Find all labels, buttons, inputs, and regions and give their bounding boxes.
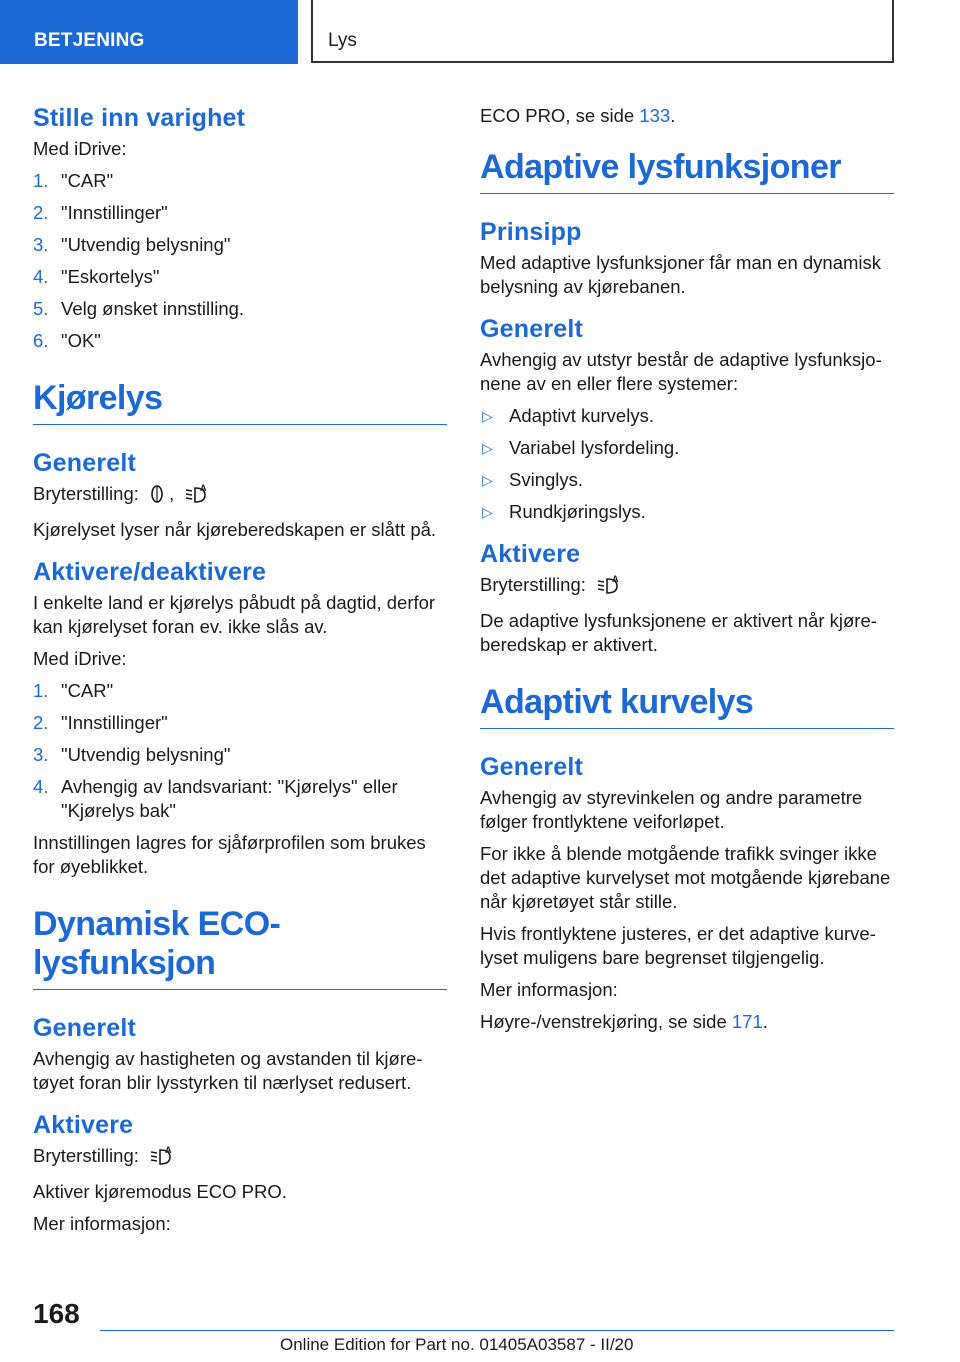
triangle-bullet-icon: ▷: [482, 504, 493, 520]
list-item: 1. "CAR": [33, 680, 114, 701]
mer-informasjon-label: Mer informasjon:: [480, 979, 618, 1000]
heading-aktivere-deaktivere: Aktivere/deaktivere: [33, 558, 267, 586]
bryterstilling-line: Bryterstilling: A: [33, 1144, 447, 1172]
page-number: 168: [33, 1298, 80, 1329]
section-tab: [0, 0, 298, 64]
eco-pro-reference: ECO PRO, se side 133.: [480, 105, 676, 126]
lagres-paragraph: Innstillingen lagres for sjåførprofilen som brukes for øyeblikket.: [33, 832, 426, 877]
triangle-bullet-icon: ▷: [482, 472, 493, 488]
list-item: ▷ Variabel lysfordeling.: [482, 437, 680, 458]
list-item: ▷ Adaptivt kurvelys.: [482, 405, 654, 426]
list-item: 2. "Innstillinger": [33, 202, 168, 223]
heading-prinsipp: Prinsipp: [480, 218, 582, 246]
heading-generelt: Generelt: [480, 753, 584, 781]
heading-aktivere: Aktivere: [480, 540, 581, 568]
steps-list-varighet: [33, 169, 447, 353]
bryterstilling-line: Bryterstilling: A: [480, 573, 894, 601]
svg-text:A: A: [165, 1145, 172, 1155]
aktivert-paragraph: De adaptive lysfunksjonene er aktivert når kjøreberedskap er aktivert.: [480, 610, 877, 655]
low-beam-auto-icon: [185, 482, 211, 510]
kjorelys-description: Kjørelyset lyser når kjøreberedskapen er slått på.: [33, 519, 437, 540]
list-item: 4. "Eskortelys": [33, 266, 160, 287]
list-item: 3. "Utvendig belysning": [33, 234, 231, 255]
low-beam-auto-icon: [597, 573, 623, 601]
svg-text:A: A: [200, 483, 207, 493]
justeres-paragraph: Hvis frontlyktene justeres, er det adaptive kurvelyset muligens bare begrenset tilgjengelig.: [480, 923, 876, 968]
heading-generelt: Generelt: [480, 315, 584, 343]
low-beam-auto-icon: [150, 1144, 176, 1172]
svg-text:A: A: [612, 574, 619, 584]
page-link-171[interactable]: 171: [731, 1011, 763, 1032]
section-label: BETJENING: [34, 30, 145, 51]
list-item: 6. "OK": [33, 330, 101, 351]
eco-paragraph: Avhengig av hastigheten og avstanden til kjøretøyet foran blir lysstyrken til nærlyset redusert.: [33, 1048, 423, 1093]
list-item: 2. "Innstillinger": [33, 712, 168, 733]
bryterstilling-line: Bryterstilling: , A: [33, 482, 447, 510]
list-item: ▷ Rundkjøringslys.: [482, 501, 646, 522]
footer-divider: [100, 1330, 894, 1331]
edition-footer: Online Edition for Part no. 01405A03587 - II/20: [280, 1335, 634, 1354]
blende-paragraph: For ikke å blende motgående trafikk svinger ikke det adaptive kurvelyset mot motgående kjørebane når kjøretøyet står stille.: [480, 843, 891, 912]
utstyr-paragraph: Avhengig av utstyr består de adaptive lysfunksjonene av en eller flere systemer:: [480, 349, 882, 394]
med-idrive-label: Med iDrive:: [33, 138, 127, 159]
heading-aktivere: Aktivere: [33, 1111, 134, 1139]
mer-informasjon-label: Mer informasjon:: [33, 1213, 171, 1234]
list-item: ▷ Svinglys.: [482, 469, 584, 490]
land-paragraph: I enkelte land er kjørelys påbudt på dagtid, derfor kan kjørelyset foran ev. ikke slås av.: [33, 592, 436, 637]
heading-dynamisk-eco: Dynamisk ECO-lysfunksjon: [33, 905, 447, 990]
systems-list: [480, 404, 894, 524]
med-idrive-label: Med iDrive:: [33, 648, 127, 669]
heading-stille-inn-varighet: Stille inn varighet: [33, 104, 246, 132]
triangle-bullet-icon: ▷: [482, 408, 493, 424]
topic-label: Lys: [328, 30, 357, 51]
hoyre-venstre-reference: Høyre-/venstrekjøring, se side 171.: [480, 1011, 768, 1032]
right-column: [480, 98, 894, 1042]
triangle-bullet-icon: ▷: [482, 440, 493, 456]
steps-list-kjorelys: [33, 679, 447, 823]
left-column: [33, 98, 447, 1244]
list-item: 3. "Utvendig belysning": [33, 744, 231, 765]
list-item: 4. Avhengig av landsvariant: "Kjørelys" eller "Kjørelys bak": [33, 776, 398, 821]
styrevinkel-paragraph: Avhengig av styrevinkelen og andre parametre følger frontlyktene veiforløpet.: [480, 787, 863, 832]
list-item: 5. Velg ønsket innstilling.: [33, 298, 245, 319]
parking-light-icon: [150, 484, 164, 510]
heading-generelt: Generelt: [33, 1014, 137, 1042]
prinsipp-paragraph: Med adaptive lysfunksjoner får man en dynamisk belysning av kjørebanen.: [480, 252, 882, 297]
heading-generelt: Generelt: [33, 449, 137, 477]
eco-pro-paragraph: Aktiver kjøremodus ECO PRO.: [33, 1181, 287, 1202]
heading-kjorelys: Kjørelys: [33, 379, 447, 425]
heading-adaptivt-kurvelys: Adaptivt kurvelys: [480, 683, 894, 729]
page-link-133[interactable]: 133: [639, 105, 671, 126]
heading-adaptive-lysfunksjoner: Adaptive lysfunksjoner: [480, 148, 894, 194]
topic-tab: [311, 0, 894, 63]
list-item: 1. "CAR": [33, 170, 114, 191]
